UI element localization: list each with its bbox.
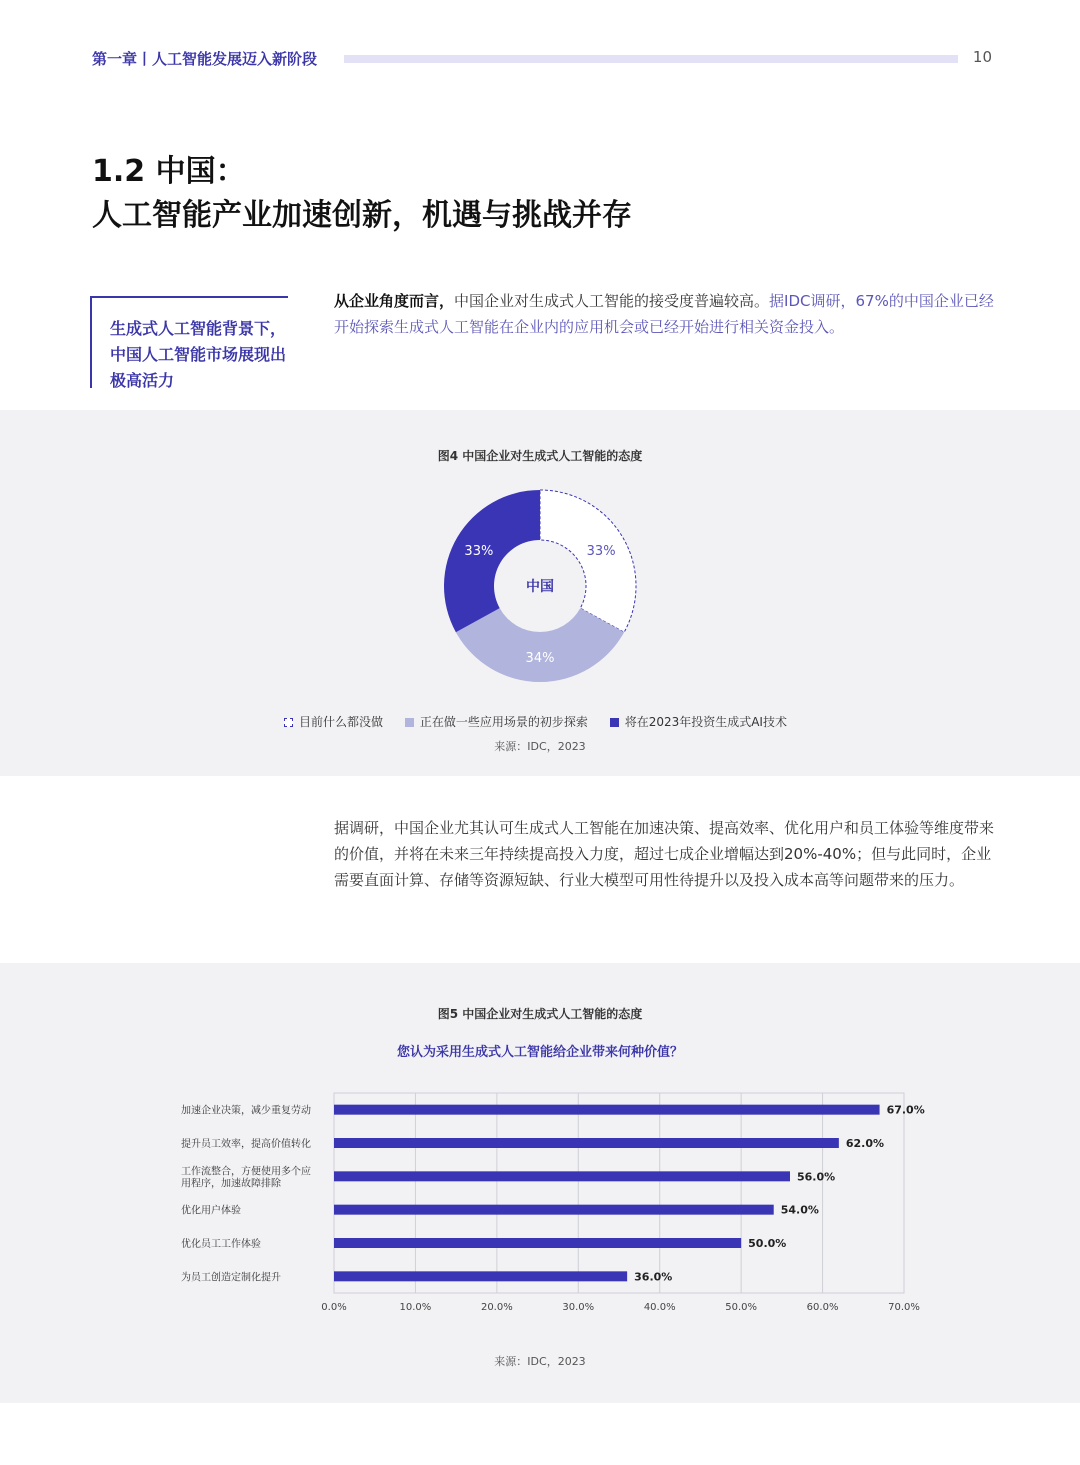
category-label: 为员工创造定制化提升 bbox=[181, 1272, 281, 1284]
slice-exploring bbox=[456, 608, 624, 682]
x-tick-label: 60.0% bbox=[806, 1302, 839, 1313]
intro-paragraph bbox=[334, 288, 994, 340]
callout-box bbox=[90, 296, 288, 388]
figure4-title: 图4 中国企业对生成式人工智能的态度 bbox=[437, 449, 643, 463]
figure5-panel bbox=[0, 963, 1080, 1403]
intro-lead: 从企业角度而言， bbox=[334, 292, 455, 310]
bar-value-label: 62.0% bbox=[845, 1137, 885, 1150]
bar-value-label: 54.0% bbox=[780, 1203, 819, 1217]
bar bbox=[334, 1238, 741, 1248]
x-tick-label: 70.0% bbox=[888, 1302, 920, 1313]
x-tick-label: 50.0% bbox=[725, 1302, 758, 1313]
bar-value-label: 50.0% bbox=[748, 1237, 787, 1250]
category-label: 加速企业决策，减少重复劳动 bbox=[181, 1105, 311, 1117]
bar-chart bbox=[0, 1083, 1080, 1343]
figure5-title: 图5 中国企业对生成式人工智能的态度 bbox=[437, 1007, 643, 1021]
page-number: 10 bbox=[972, 48, 992, 66]
category-label: 用程序，加速故障排除 bbox=[181, 1178, 281, 1190]
bar-value-label: 36.0% bbox=[634, 1270, 673, 1284]
bar bbox=[334, 1171, 790, 1181]
header-rule bbox=[344, 55, 958, 63]
slice-label: 33% bbox=[586, 543, 616, 559]
figure4-legend bbox=[284, 713, 805, 730]
legend-label-investing: 将在2023年投资生成式AI技术 bbox=[624, 715, 787, 729]
x-tick-label: 10.0% bbox=[399, 1302, 432, 1313]
slice-nothing bbox=[540, 490, 636, 632]
body-paragraph: 据调研，中国企业尤其认可生成式人工智能在加速决策、提高效率、优化用户和员工体验等维度带来的价值，并将在未来三年持续提高投入力度，超过七成企业增幅达到20%-40%；但与此同时，企业需要直面计算、存储等资源短缺、行业大模型可用性待提升以及投入成本高等问题带来的压力。 bbox=[334, 819, 995, 889]
legend-item-exploring bbox=[405, 713, 588, 730]
section-title bbox=[92, 150, 632, 238]
legend-swatch-investing bbox=[610, 718, 619, 727]
slice-label: 34% bbox=[525, 651, 555, 666]
callout-text: 生成式人工智能背景下，中国人工智能市场展现出极高活力 bbox=[110, 319, 287, 390]
section-title-line2: 人工智能产业加速创新，机遇与挑战并存 bbox=[92, 198, 632, 233]
legend-item-investing bbox=[610, 713, 787, 730]
bar-value-label: 56.0% bbox=[797, 1170, 836, 1184]
x-tick-label: 0.0% bbox=[321, 1302, 347, 1313]
section-title-line1: 1.2 中国： bbox=[92, 154, 246, 189]
legend-label-nothing: 目前什么都没做 bbox=[299, 715, 384, 729]
bar bbox=[334, 1138, 839, 1148]
figure5-subtitle: 您认为采用生成式人工智能给企业带来何种价值？ bbox=[396, 1045, 683, 1060]
x-tick-label: 30.0% bbox=[562, 1302, 595, 1313]
bar-value-label: 67.0% bbox=[886, 1103, 925, 1117]
plot-area bbox=[334, 1093, 904, 1293]
slice-investing bbox=[444, 490, 540, 632]
donut-center-label: 中国 bbox=[526, 579, 554, 595]
figure4-source: 来源：IDC，2023 bbox=[494, 740, 586, 753]
x-tick-label: 40.0% bbox=[643, 1302, 676, 1313]
donut-chart bbox=[0, 480, 1080, 740]
category-label: 提升员工效率，提高价值转化 bbox=[181, 1139, 311, 1150]
page-header bbox=[92, 48, 992, 70]
slice-label: 33% bbox=[464, 543, 494, 559]
intro-highlight: 据IDC调研，67%的中国企业已经开始探索生成式人工智能在企业内的应用机会或已经开始进行相关资金投入。 bbox=[334, 292, 994, 336]
bar bbox=[334, 1105, 880, 1115]
legend-swatch-exploring bbox=[405, 718, 414, 727]
figure5-source: 来源：IDC，2023 bbox=[494, 1355, 586, 1368]
x-tick-label: 20.0% bbox=[480, 1302, 513, 1313]
legend-label-exploring: 正在做一些应用场景的初步探索 bbox=[419, 715, 588, 729]
figure4-panel bbox=[0, 410, 1080, 776]
bar bbox=[334, 1271, 627, 1281]
category-label: 优化员工工作体验 bbox=[181, 1239, 261, 1250]
chapter-title: 第一章丨人工智能发展迈入新阶段 bbox=[92, 50, 318, 68]
legend-item-nothing bbox=[284, 713, 383, 730]
category-label: 优化用户体验 bbox=[181, 1205, 241, 1217]
category-label: 工作流整合，方便使用多个应 bbox=[181, 1166, 311, 1178]
intro-body: 中国企业对生成式人工智能的接受度普遍较高。 bbox=[454, 292, 770, 310]
legend-swatch-nothing bbox=[284, 718, 293, 727]
bar bbox=[334, 1205, 774, 1215]
